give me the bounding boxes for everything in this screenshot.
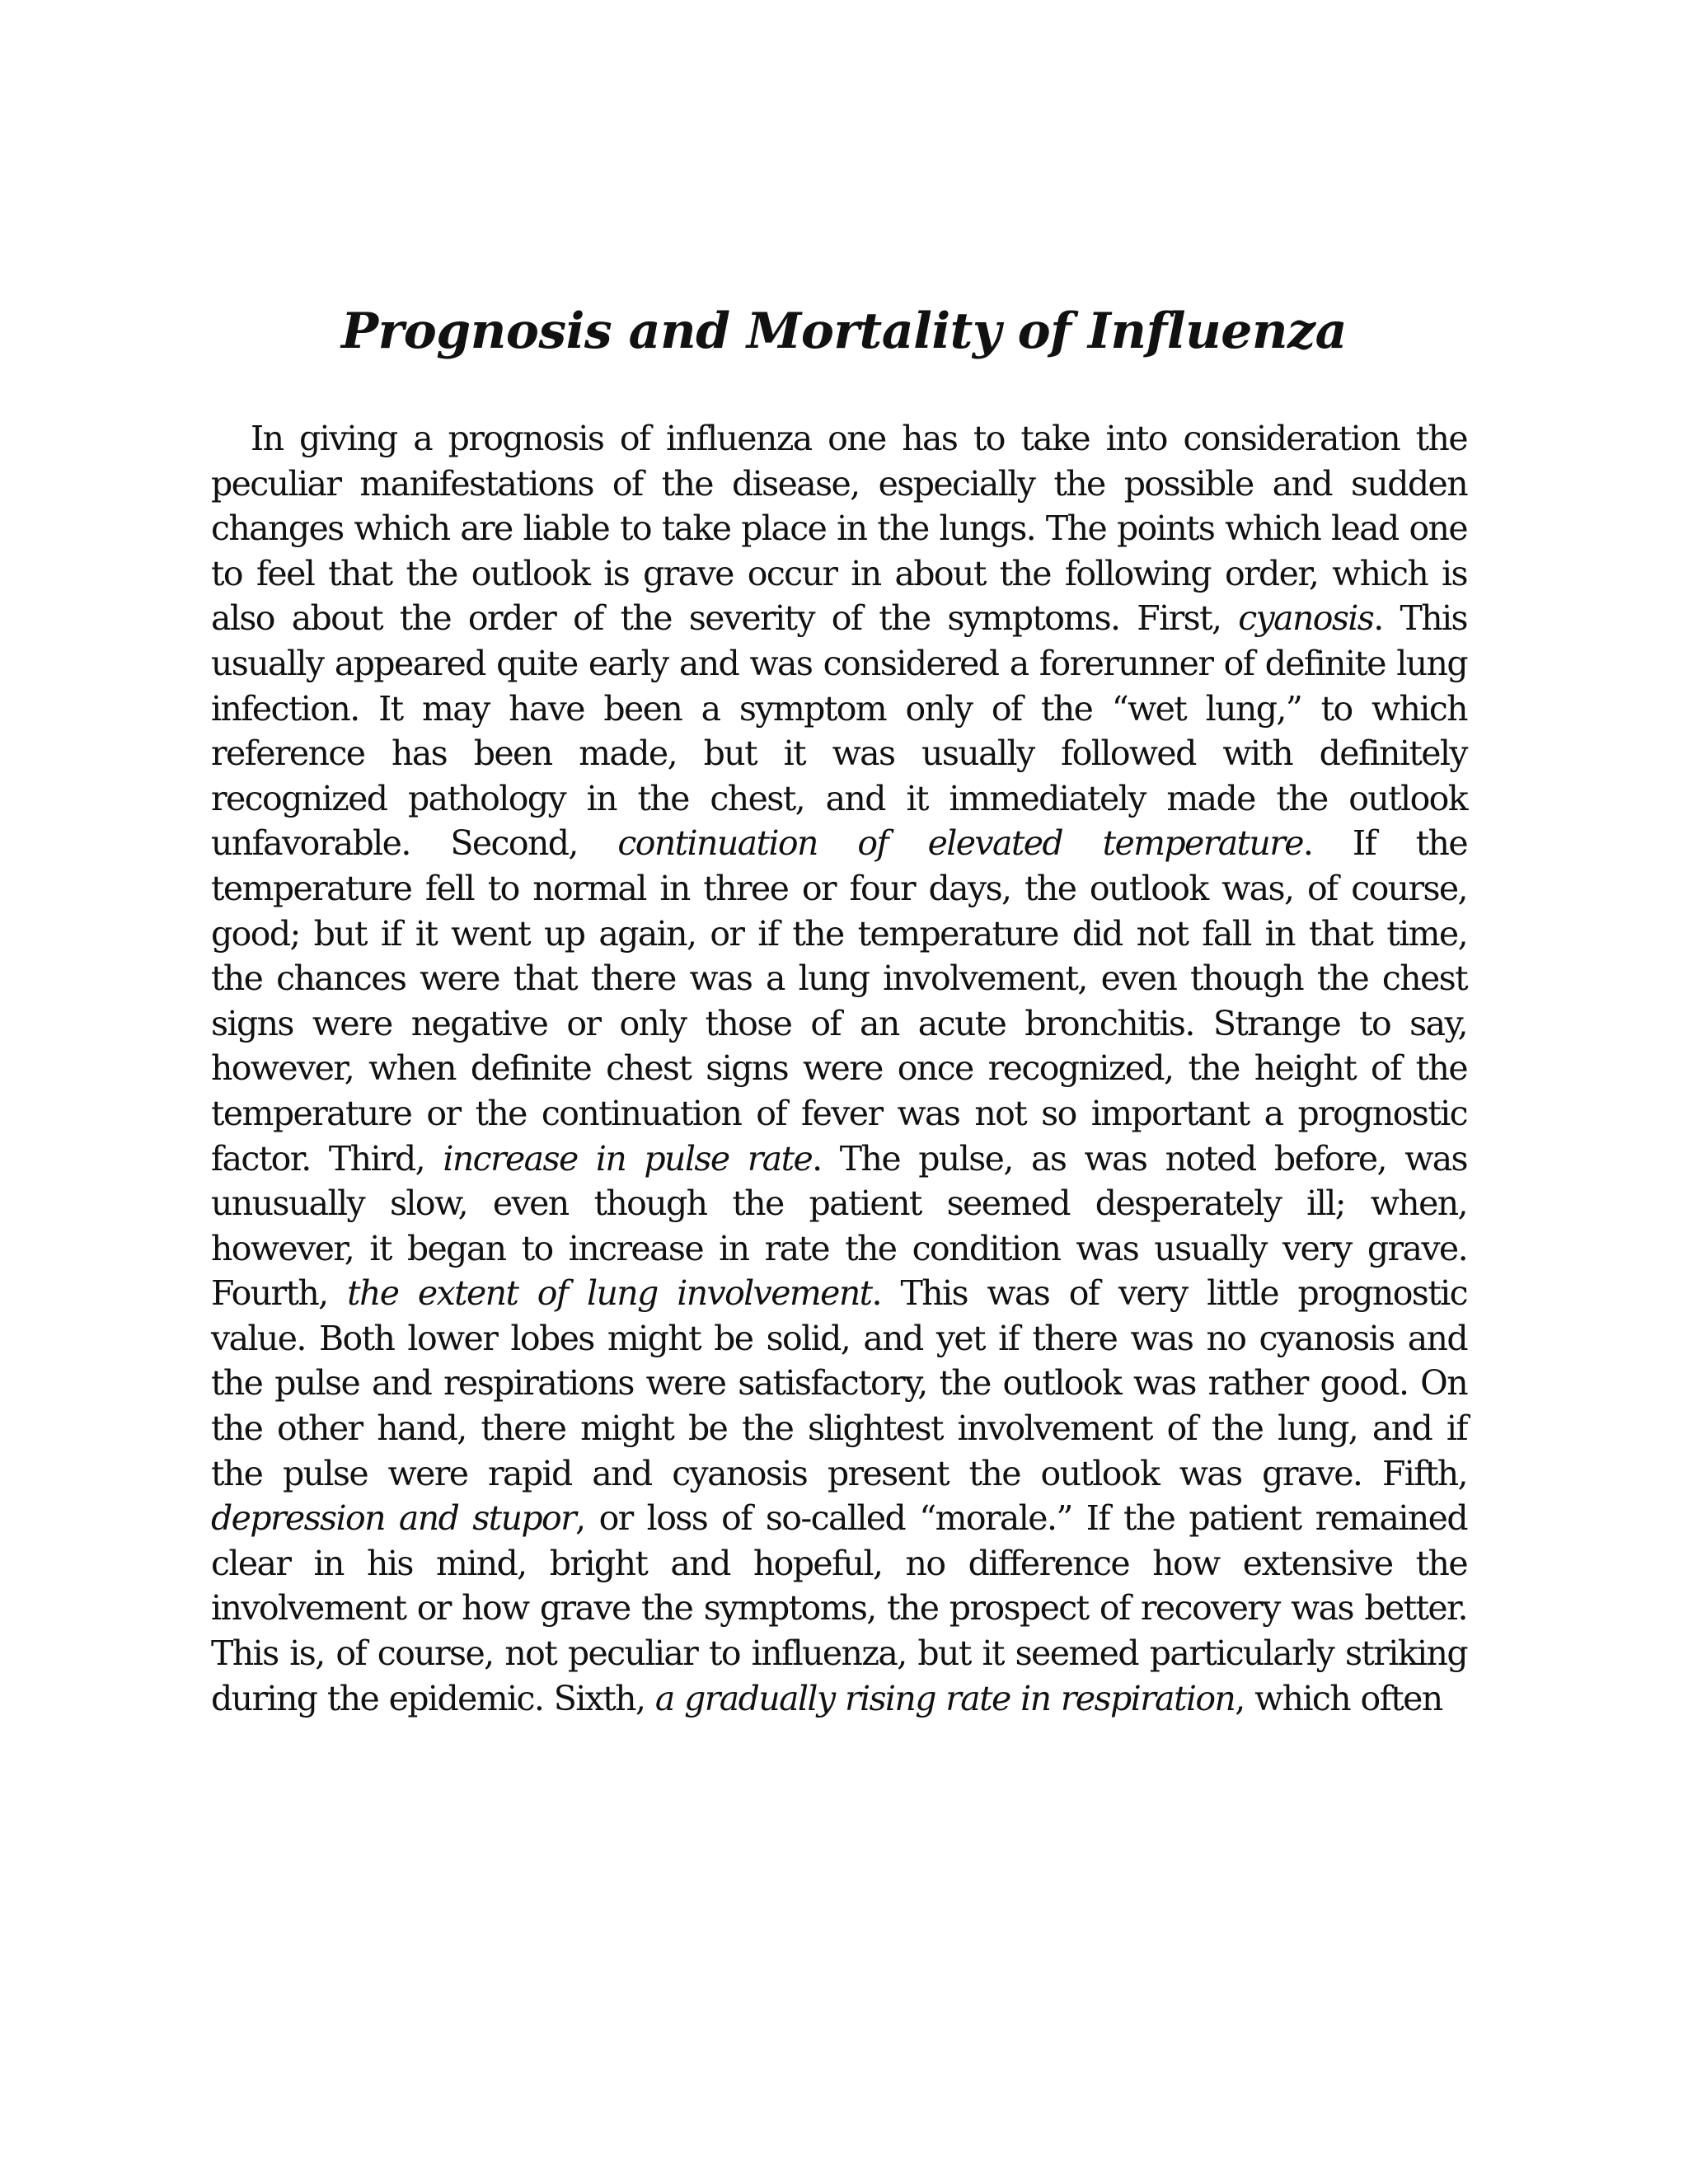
emphasis-pulse-rate: increase in pulse rate <box>443 1138 813 1179</box>
page-title: Prognosis and Mortality of Influenza <box>341 302 1347 360</box>
emphasis-lung-involvement: the extent of lung involvement <box>347 1273 872 1314</box>
body-paragraph <box>211 416 1467 1721</box>
body-text-run: . The pulse, as was noted before, was unusually slow, even though the patient seemed desperately ill; when, however, it began to increase in rate the condition was usually very grave. Fourth, <box>211 1138 1467 1314</box>
body-text-run: , or loss of so-called “morale.” If the patient remained clear in his mind, bright and hopeful, no difference how extensive the involvement or how grave the symptoms, the prospect of recovery was better. This is, of course, not peculiar to influenza, but it seemed particularly striking during the epidemic. Sixth, <box>211 1498 1467 1718</box>
emphasis-respiration-rate: a gradually rising rate in respiration <box>654 1678 1236 1718</box>
emphasis-cyanosis: cyanosis <box>1238 598 1374 639</box>
emphasis-elevated-temperature: continuation of elevated temperature <box>617 823 1303 864</box>
body-text-run: In giving a prognosis of influenza one has to take into consideration the peculiar manifestations of the disease, especially the possible and sudden changes which are liable to take place in the lungs. The points which lead one to feel that the outlook is grave occur in about the following order, which is also about the order of the severity of the symptoms. First, <box>211 419 1467 639</box>
body-text-run: . If the temperature fell to normal in three or four days, the outlook was, of course, good; but if it went up again, or if the temperature did not fall in that time, the chances were that there was a lung involvement, even though the chest signs were negative or only those of an acute bronchitis. Strange to say, however, when definite chest signs were once recognized, the height of the temperature or the continuation of fever was not so important a prognostic factor. Third, <box>211 823 1467 1179</box>
body-text-run: . This was of very little prognostic value. Both lower lobes might be solid, and yet if there was no cyanosis and the pulse and respirations were satisfactory, the outlook was rather good. On the other hand, there might be the slightest involvement of the lung, and if the pulse were rapid and cyanosis present the outlook was grave. Fifth, <box>211 1273 1467 1493</box>
emphasis-depression-stupor: depression and stupor <box>211 1498 576 1539</box>
body-text-run: . This usually appeared quite early and was considered a forerunner of definite lung infection. It may have been a symptom only of the “wet lung,” to which reference has been made, but it was usually followed with definitely recognized pathology in the chest, and it immediately made the outlook unfavorable. Second, <box>211 598 1467 864</box>
body-text-run: , which often <box>1235 1678 1442 1718</box>
